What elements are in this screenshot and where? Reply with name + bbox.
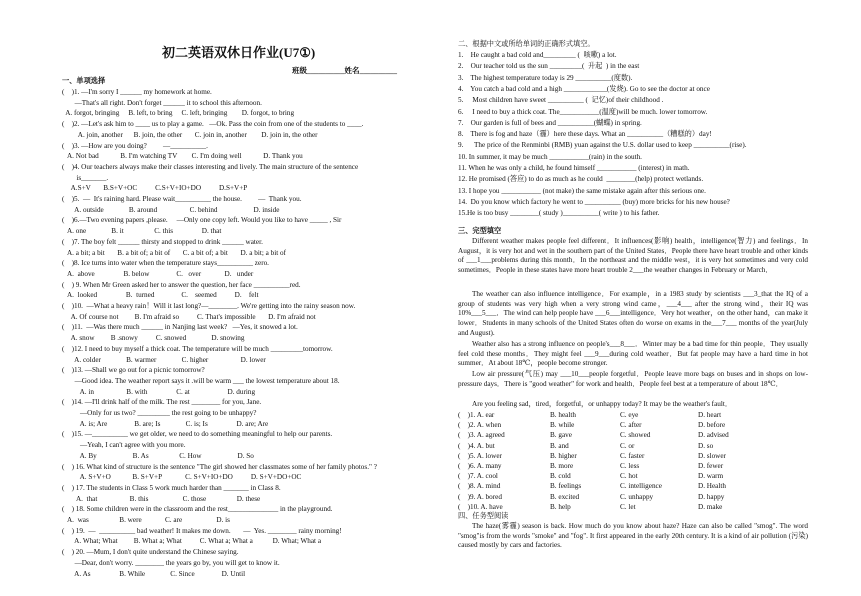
question-line: A. By B. As C. How D. So — [62, 451, 254, 460]
question-line: ( )10. —What a heavy rain！Will it last long?—________. We're getting into the rainy season now. — [62, 302, 356, 310]
option-cell: ( )8. A. mind — [458, 482, 501, 491]
option-cell: B. excited — [550, 492, 580, 501]
option-cell: C. eye — [620, 411, 639, 419]
reading-paragraph: The haze(雾霾) season is back. How much do you know about haze? Haze can also be called "smog". The word "smog"is from the words "smoke" and "fog". It first appeared in the early 20th century. It is a kind of air pollution (污染) caused mostly by cars and factories. — [458, 522, 808, 550]
option-cell: B. more — [550, 462, 574, 470]
option-cell: ( )9. A. bored — [458, 492, 502, 501]
question-line: A.S+V B.S+V+OC C.S+V+IO+DO D.S+V+P — [62, 184, 248, 193]
page-title: 初二英语双休日作业(U7①) — [162, 45, 316, 60]
option-cell: D. so — [698, 441, 714, 450]
question-line: A. snow B .snowy C. snowed D. snowing — [62, 334, 245, 343]
option-cell: C. after — [620, 421, 642, 430]
option-cell: C. less — [620, 462, 640, 470]
question-line: ( )12. I need to buy myself a thick coat. The temperature will be much _________tomorrow. — [62, 344, 333, 353]
cloze-paragraph-1: Different weather makes people feel different．It influences(影响) health，intelligence(智力) and feelings．In August，it is very hot and wet in the southern part of the United States．People there have heart trouble and other kinds of ___1___problems during this month．In the northeast and the middle west，it is very hot sometimes and very cold sometimes．People in these states have more heart trouble 2___the weather changes in February or March． — [458, 237, 808, 275]
option-cell: D. advised — [698, 431, 729, 440]
question-line: ( ) 20. —Mum, I don't quite understand the Chinese saying. — [62, 548, 239, 557]
question-line: ( )11. —Was there much ______ in Nanjing last week? —Yes, it snowed a lot. — [62, 323, 298, 332]
option-cell: B. cold — [550, 472, 571, 481]
question-line: A. join, another B. join, the other C. join in, another D. join in, the other — [62, 130, 318, 139]
question-line: A. Of course not B. I'm afraid so C. That's impossible D. I'm afraid not — [62, 312, 316, 321]
option-cell: C. or — [620, 441, 635, 450]
question-line: A. above B. below C. over D. under — [62, 269, 254, 278]
question-line: —That's all right. Don't forget ______ it to school this afternoon. — [62, 98, 262, 107]
question-line: ( )15. —__________ we get older, we need to do something meaningful to help our parents. — [62, 430, 333, 439]
question-line: ( )7. The boy felt ______ thirsty and stopped to drink ______ water. — [62, 237, 263, 246]
question-line: ( ) 18. Some children were in the classroom and the rest______________ in the playground. — [62, 505, 333, 514]
option-cell: C. intelligence — [620, 482, 662, 491]
question-line: A. looked B. turned C. seemed D. felt — [62, 291, 259, 300]
question-line: ( )5. — It's raining hard. Please wait__________ the house. — Thank you. — [62, 195, 302, 203]
option-cell: B. feelings — [550, 482, 582, 491]
option-cell: C. showed — [620, 431, 651, 440]
cloze-paragraph-4: Low air pressure(气压) may ___10___people forgetful．People leave more bags on buses and in shops on low-pressure days．There is "good weather" for work and health．People feel best at a temperature of about 18℃． — [458, 370, 808, 388]
option-cell: C. let — [620, 502, 636, 511]
option-cell: ( )5. A. lower — [458, 451, 502, 460]
fill-question: 6. I need to buy a thick coat. The___________(温度)will be much. lower tomorrow. — [458, 107, 708, 116]
option-cell: B. higher — [550, 451, 577, 460]
fill-question: 15.He is too busy ________( study )__________( write ) to his father. — [458, 209, 660, 218]
option-cell: ( )10. A. have — [458, 502, 503, 511]
question-line: A. S+V+O B. S+V+P C. S+V+IO+DO D. S+V+DO+OC — [62, 473, 302, 482]
fill-question: 7. Our garden is full of bees and __________(蝴蝶) in spring. — [458, 118, 642, 127]
fill-question: 8. There is fog and haze（霾）here these days. What an __________（糟糕的）day! — [458, 130, 712, 139]
fill-question: 14. Do you know which factory he went to __________ (buy) more bricks for his new house? — [458, 197, 730, 206]
question-line: —Only for us two? _________ the rest going to be unhappy? — [62, 409, 257, 417]
option-cell: D. make — [698, 502, 723, 511]
question-line: A. forgot, bringing B. left, to bring C. left, bringing D. forgot, to bring — [62, 109, 295, 118]
question-line: ( ) 19. — __________ bad weather! It makes me down. — Yes. ________ rainy morning! — [62, 526, 342, 535]
question-line: ( )6.—Two evening papers ,please. —Only one copy left. Would you like to have _____ , Sir — [62, 216, 342, 225]
option-cell: D. warm — [698, 472, 724, 481]
fill-question: 13. I hope you ___________ (not make) the same mistake again after this serious one. — [458, 186, 706, 195]
question-line: A. one B. it C. this D. that — [62, 227, 222, 236]
fill-question: 3. The highest temperature today is 29 __________(度数). — [458, 73, 633, 82]
right-column — [458, 0, 808, 596]
question-line: A. in B. with C. at D. during — [62, 387, 256, 396]
question-line: is_______. — [62, 173, 109, 182]
question-line: A. As B. While C. Since D. Until — [62, 569, 246, 578]
option-cell: D. heart — [698, 411, 722, 419]
cloze-paragraph-5: Are you feeling sad，tired，forgetful，or unhappy today? It may be the weather's fault． — [472, 400, 733, 408]
option-cell: ( )6. A. many — [458, 462, 502, 470]
fill-question: 5. Most children have sweet __________ ( 记忆)of their childhood . — [458, 96, 664, 105]
option-cell: B. help — [550, 502, 571, 511]
question-line: A. was B. were C. are D. is — [62, 516, 230, 524]
question-line: ( )1. —I'm sorry I ______ my homework at home. — [62, 88, 212, 96]
question-line: A. outside B. around C. behind D. inside — [62, 205, 280, 214]
fill-question: 4. You catch a bad cold and a high ____________(发烧). Go to see the doctor at once — [458, 84, 710, 93]
option-cell: B. health — [550, 411, 576, 419]
class-name-line: 班级__________姓名__________ — [292, 66, 397, 75]
fill-question: 12. He promised (答应) to do as much as he could ________(help) protect wetlands. — [458, 175, 704, 184]
option-cell: ( )2. A. when — [458, 421, 502, 430]
question-line: A. that B. this C. those D. these — [62, 494, 261, 503]
question-line: ( )8. Ice turns into water when the temperature stays__________ zero. — [62, 259, 269, 268]
cloze-paragraph-2: The weather can also influence intelligence．For example，in a 1983 study by scientists ___3_that the IQ of a group of students was very high when a very strong wind came，___4___ after the strong wind，their IQ was 10%___5___．The wind can help people have ___6___intelligence．Very hot weather，on the other hand，can make it lower．Students in many schools of the United States often do worse on exams in the___7___ months of the year(July and August). — [458, 290, 808, 337]
question-line: A. What; What B. What a; What C. What a; What a D. What; What a — [62, 537, 322, 546]
option-cell: D. slower — [698, 451, 726, 460]
question-line: ( ) 16. What kind of structure is the sentence "The girl showed her classmates some of her family photos." ? — [62, 462, 377, 471]
question-line: A. a bit; a bit B. a bit of; a bit of C. a bit of; a bit D. a bit; a bit of — [62, 248, 286, 257]
question-line: A. is; Are B. are; Is C. is; Is D. are; Are — [62, 419, 269, 428]
question-line: ( )3. —How are you doing? —__________. — [62, 141, 208, 150]
fill-question: 9. The price of the Renminbi (RMB) yuan against the U.S. dollar used to keep __________(rise). — [458, 141, 747, 150]
option-cell: ( )1. A. ear — [458, 411, 495, 419]
question-line: A. colder B. warmer C. higher D. lower — [62, 355, 266, 364]
option-cell: D. Health — [698, 482, 726, 491]
question-line: ( )13. —Shall we go out for a picnic tomorrow? — [62, 366, 205, 375]
section-heading-single-choice: 一、单项选择 — [62, 77, 106, 85]
question-line: —Yeah, I can't agree with you more. — [62, 441, 186, 450]
option-cell: ( )4. A. but — [458, 441, 495, 450]
option-cell: C. hot — [620, 472, 638, 481]
section-heading-task-reading: 四、任务型阅读 — [458, 512, 509, 520]
option-cell: D. fewer — [698, 462, 724, 470]
question-line: ( ) 17. The students in Class 5 work much harder than _______ in Class 8. — [62, 483, 281, 492]
fill-question: 2. Our teacher told us the sun _________( 升起 ) in the east — [458, 62, 640, 71]
option-cell: C. faster — [620, 451, 645, 460]
section-heading-cloze: 三、完型填空 — [458, 227, 502, 235]
question-line: ( ) 9. When Mr Green asked her to answer the question, her face __________red. — [62, 280, 301, 289]
option-cell: ( )3. A. agreed — [458, 431, 505, 440]
option-cell: C. unhappy — [620, 492, 654, 501]
option-cell: B. and — [550, 441, 569, 450]
option-cell: D. before — [698, 421, 726, 430]
option-cell: B. gave — [550, 431, 572, 440]
section-heading-fill-blank: 二、根据中文或所给单词的正确形式填空。 — [458, 40, 595, 48]
question-line: —Dear, don't worry. ________ the years go by, you will get to know it. — [62, 558, 280, 567]
question-line: —Good idea. The weather report says it .will be warm ___ the lowest temperature about 18. — [62, 376, 340, 385]
fill-question: 11. When he was only a child, he found himself ___________ (interest) in math. — [458, 164, 690, 172]
question-line: ( )14. —I'll drink half of the milk. The rest ________ for you, Jane. — [62, 398, 262, 407]
option-cell: ( )7. A. cool — [458, 472, 498, 481]
fill-question: 10. In summer, it may be much ___________(rain) in the south. — [458, 152, 642, 161]
option-cell: B. while — [550, 421, 575, 430]
fill-question: 1. He caught a bad cold and_________ ( 咳嗽) a lot. — [458, 51, 617, 59]
left-column — [62, 0, 432, 596]
question-line: ( )2. —Let's ask him to ____ us to play a game. —Ok. Pass the coin from one of the students to ____. — [62, 120, 364, 129]
question-line: ( )4. Our teachers always make their classes interesting and lively. The main structure of the sentence — [62, 162, 359, 171]
question-line: A. Not bad B. I'm watching TV C. I'm doing well D. Thank you — [62, 152, 303, 161]
cloze-paragraph-3: Weather also has a strong influence on people's___8___．Winter may be a bad time for thin people．They usually feel cold these months．They might feel ___9___during cold weather．But fat people may have a hard time in hot summer．At about 18℃，people become stronger. — [458, 340, 808, 368]
option-cell: D. happy — [698, 492, 725, 501]
